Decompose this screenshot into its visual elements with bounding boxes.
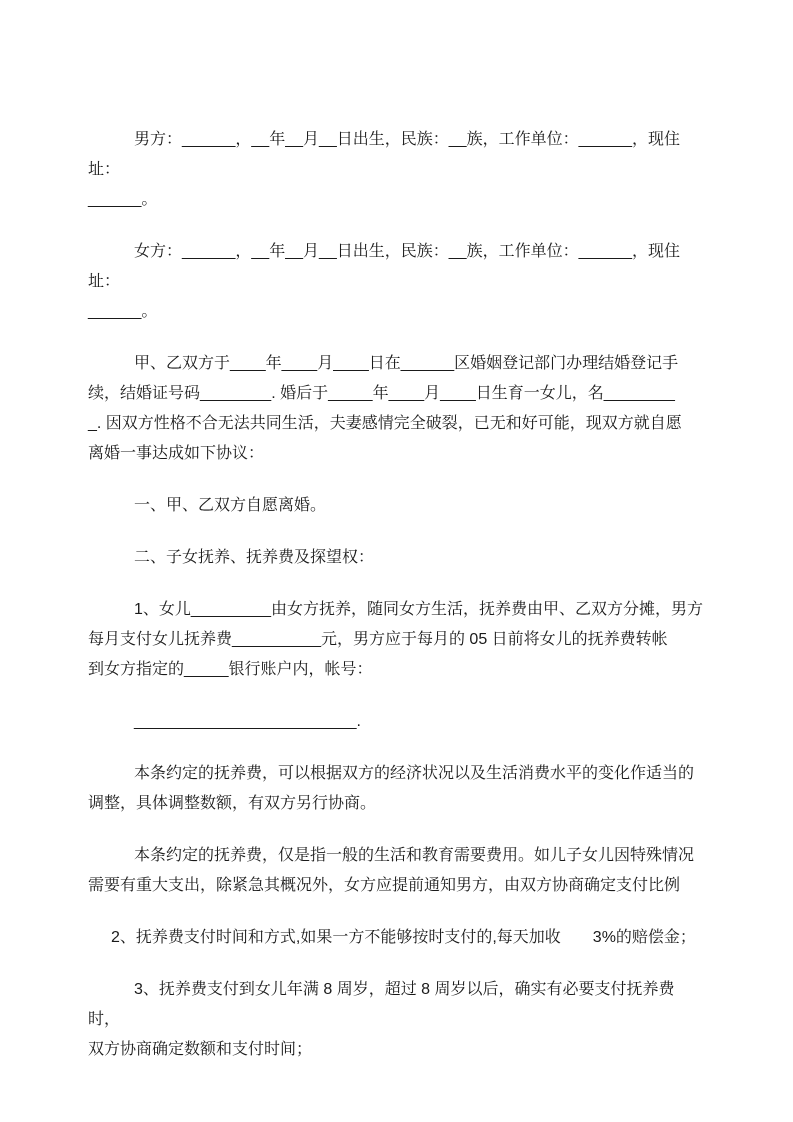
text-line: 需要有重大支出，除紧急其概况外，女方应提前通知男方，由双方协商确定支付比例 xyxy=(88,877,681,894)
text-line: 每月支付女儿抚养费__________元，男方应于每月的 05 日前将女儿的抚养费转帐 xyxy=(88,631,668,648)
text-line: 双方协商确定数额和支付时间； xyxy=(88,1041,313,1058)
para-marriage-registration-preamble xyxy=(88,349,703,469)
para-payment-duration xyxy=(88,975,703,1065)
text-line: 本条约定的抚养费，仅是指一般的生活和教育需要费用。如儿子女儿因特殊情况 xyxy=(134,847,695,864)
text-line: _. 因双方性格不合无法共同生活，夫妻感情完全破裂，已无和好可能，现双方就自愿 xyxy=(88,415,682,432)
text-line: ______。 xyxy=(88,303,158,320)
text-line: 2、抚养费支付时间和方式,如果一方不能够按时支付的,每天加收 3%的赔偿金； xyxy=(111,929,696,946)
para-custody-terms xyxy=(88,595,703,685)
text-line: 女方：______，__年__月__日出生，民族：__族，工作单位：______，现住址： xyxy=(88,243,680,290)
para-support-fee-scope xyxy=(88,841,703,901)
text-line: 调整，具体调整数额，有双方另行协商。 xyxy=(88,795,377,812)
text-line: 甲、乙双方于____年____月____日在______区婚姻登记部门办理结婚登记手 xyxy=(134,355,679,372)
text-line: 到女方指定的_____银行账户内，帐号： xyxy=(88,661,373,678)
text-line: 本条约定的抚养费，可以根据双方的经济状况以及生活消费水平的变化作适当的 xyxy=(134,765,695,782)
para-clause-one xyxy=(88,491,703,521)
para-account-number-blank xyxy=(88,707,703,737)
text-line: 续，结婚证号码________. 婚后于_____年____月____日生育一女儿，名________ xyxy=(88,385,675,402)
para-clause-two-heading xyxy=(88,543,703,573)
para-payment-time-penalty xyxy=(88,923,703,953)
text-line: 1、女儿_________由女方抚养，随同女方生活，抚养费由甲、乙双方分摊，男方 xyxy=(134,601,703,618)
text-line: 二、子女抚养、抚养费及探望权： xyxy=(134,549,375,566)
text-line: ______。 xyxy=(88,191,158,208)
para-support-fee-adjustment xyxy=(88,759,703,819)
text-line: 一、甲、乙双方自愿离婚。 xyxy=(134,497,327,514)
text-line: 男方：______，__年__月__日出生，民族：__族，工作单位：______，现住址： xyxy=(88,131,680,178)
text-line: 3、抚养费支付到女儿年满 8 周岁，超过 8 周岁以后，确实有必要支付抚养费时， xyxy=(88,981,675,1028)
para-party-man xyxy=(88,125,703,215)
text-line: 离婚一事达成如下协议： xyxy=(88,445,265,462)
blank-underscore-line: _________________________. xyxy=(134,713,361,730)
para-party-woman xyxy=(88,237,703,327)
